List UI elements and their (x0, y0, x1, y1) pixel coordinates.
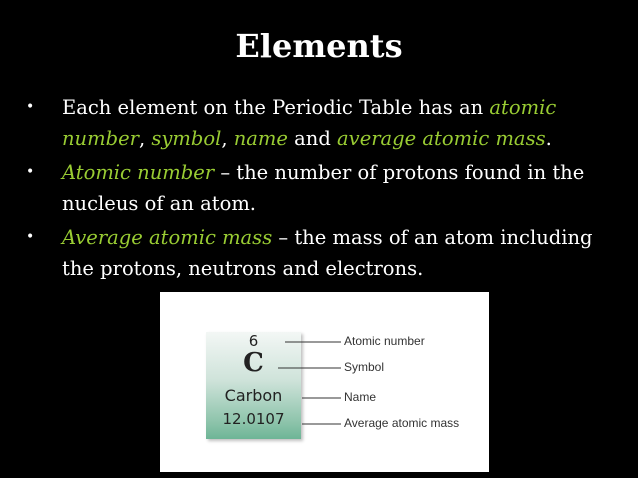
bullet-run: . (545, 127, 552, 150)
tile-mass: 12.0107 (222, 410, 285, 428)
bullet-run: , (221, 127, 234, 150)
slide-title: Elements (235, 27, 403, 65)
bullet-run: , (138, 127, 152, 150)
bullet-list (26, 92, 616, 287)
bullet-dot-icon: • (26, 99, 35, 115)
bullet-text (62, 161, 584, 215)
bullet-run: Each element on the Periodic Table has an (62, 96, 490, 119)
tile-name: Carbon (224, 386, 283, 405)
tile-atomic-number: 6 (248, 332, 259, 350)
highlighted-term: Average atomic mass (62, 226, 273, 249)
bullet-text (62, 96, 556, 150)
highlighted-term: average atomic mass (337, 127, 546, 150)
bullet-item (26, 222, 616, 284)
bullet-run: – the number of protons found in the nucleus of an atom. (62, 161, 585, 215)
bullet-dot-icon: • (26, 229, 35, 245)
label-atomic-number: Atomic number (344, 334, 425, 348)
bullet-text (62, 226, 593, 280)
bullet-run: and (287, 127, 338, 150)
label-symbol: Symbol (344, 360, 385, 374)
callout-lines (160, 292, 489, 472)
element-figure (160, 292, 489, 472)
bullet-dot-icon: • (26, 164, 35, 180)
highlighted-term: name (233, 127, 288, 150)
label-average-atomic-mass: Average atomic mass (344, 416, 460, 430)
bullet-item (26, 157, 616, 219)
highlighted-term: symbol (151, 127, 222, 150)
bullet-item (26, 92, 616, 154)
label-name: Name (344, 390, 377, 404)
highlighted-term: Atomic number (62, 161, 215, 184)
highlighted-term: atomic number (62, 96, 557, 150)
bullet-run: – the mass of an atom including the protons, neutrons and electrons. (62, 226, 593, 280)
tile-symbol: C (243, 348, 264, 378)
